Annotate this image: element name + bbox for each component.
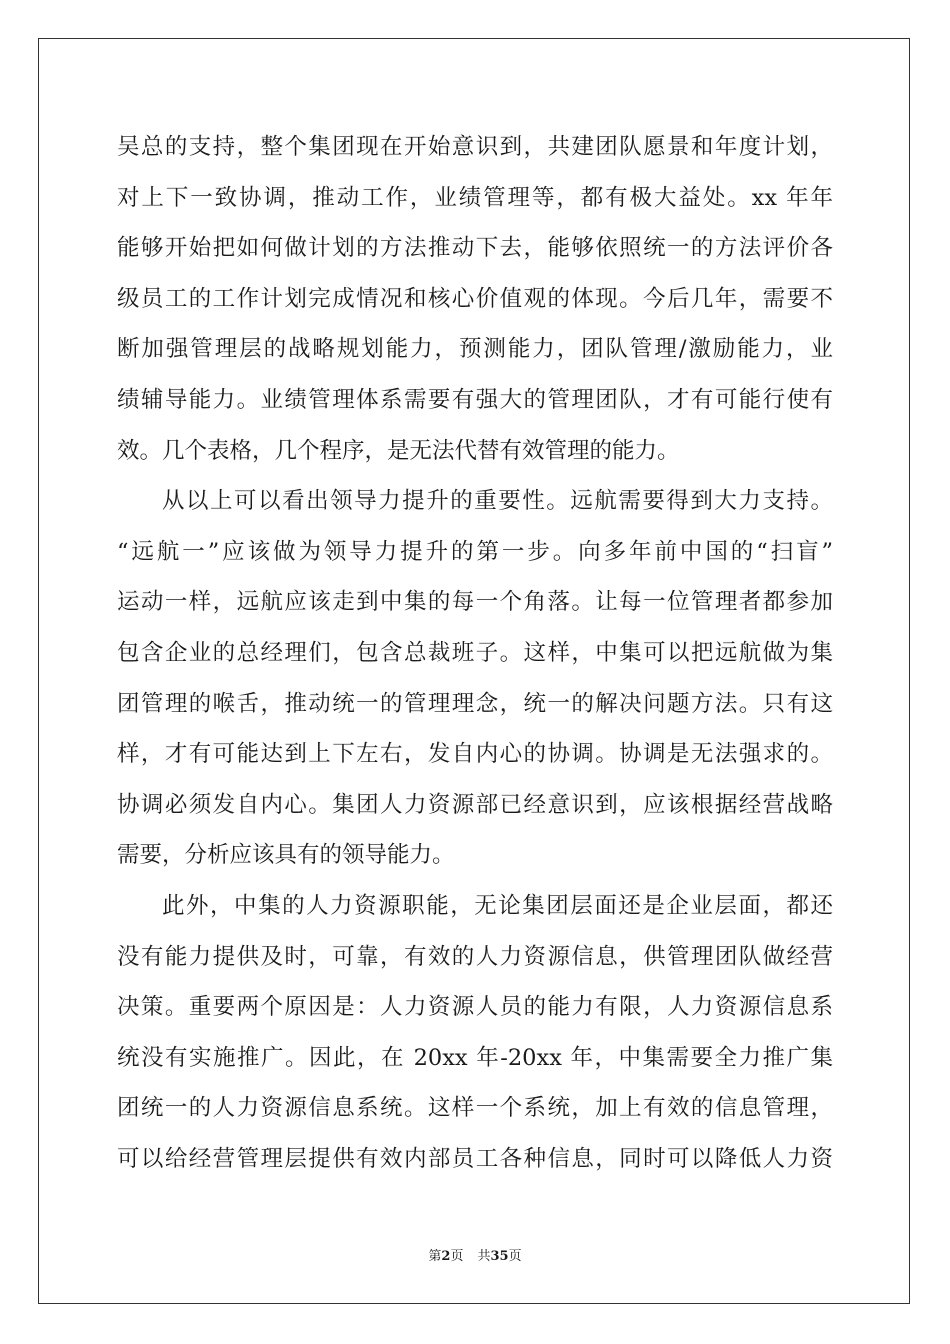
- total-prefix: 共: [477, 1249, 491, 1264]
- text-line: 需要，分析应该具有的领导能力。: [117, 842, 455, 869]
- text-line: 团管理的喉舌，推动统一的管理理念，统一的解决问题方法。只有这: [117, 690, 833, 717]
- text-line: 级员工的工作计划完成情况和核心价值观的体现。今后几年，需要不: [117, 285, 833, 312]
- total-page-count: 35: [490, 1249, 509, 1264]
- text-line: 运动一样，远航应该走到中集的每一个角落。让每一位管理者都参加: [117, 589, 833, 616]
- page-suffix: 页: [450, 1249, 464, 1264]
- paragraph-1: [117, 122, 833, 476]
- total-pages-label: [477, 1245, 521, 1264]
- text-line: 吴总的支持，整个集团现在开始意识到，共建团队愿景和年度计划，: [117, 134, 833, 160]
- paragraph-3: [117, 881, 833, 1185]
- total-suffix: 页: [508, 1249, 522, 1264]
- text-line: 协调必须发自内心。集团人力资源部已经意识到，应该根据经营战略: [117, 791, 833, 818]
- text-line: 样，才有可能达到上下左右，发自内心的协调。协调是无法强求的。: [117, 741, 833, 768]
- page-number-label: [428, 1245, 463, 1264]
- page-prefix: 第: [428, 1249, 442, 1264]
- text-line: 包含企业的总经理们，包含总裁班子。这样，中集可以把远航做为集: [117, 639, 833, 666]
- text-line: 从以上可以看出领导力提升的重要性。远航需要得到大力支持。: [162, 488, 833, 515]
- text-line: 此外，中集的人力资源职能，无论集团层面还是企业层面，都还: [162, 892, 833, 919]
- current-page-number: 2: [441, 1249, 451, 1264]
- paragraph-2: [117, 476, 833, 881]
- text-line: 决策。重要两个原因是：人力资源人员的能力有限，人力资源信息系: [117, 994, 833, 1021]
- text-line: 团统一的人力资源信息系统。这样一个系统，加上有效的信息管理，: [117, 1095, 833, 1122]
- document-body: [117, 122, 833, 1184]
- text-line: 效。几个表格，几个程序，是无法代替有效管理的能力。: [117, 437, 680, 464]
- text-line: “远航一”应该做为领导力提升的第一步。向多年前中国的“扫盲”: [117, 538, 833, 565]
- text-line: 可以给经营管理层提供有效内部员工各种信息，同时可以降低人力资: [117, 1145, 833, 1172]
- text-line: 统没有实施推广。因此，在 20xx 年-20xx 年，中集需要全力推广集: [117, 1044, 833, 1071]
- page-footer: [0, 1245, 950, 1264]
- text-line: 能够开始把如何做计划的方法推动下去，能够依照统一的方法评价各: [117, 235, 833, 262]
- text-line: 没有能力提供及时，可靠，有效的人力资源信息，供管理团队做经营: [117, 943, 833, 970]
- text-line: 断加强管理层的战略规划能力，预测能力，团队管理/激励能力，业: [117, 336, 833, 363]
- text-line: 对上下一致协调，推动工作，业绩管理等，都有极大益处。xx 年年: [117, 184, 833, 211]
- text-line: 绩辅导能力。业绩管理体系需要有强大的管理团队，才有可能行使有: [117, 386, 833, 413]
